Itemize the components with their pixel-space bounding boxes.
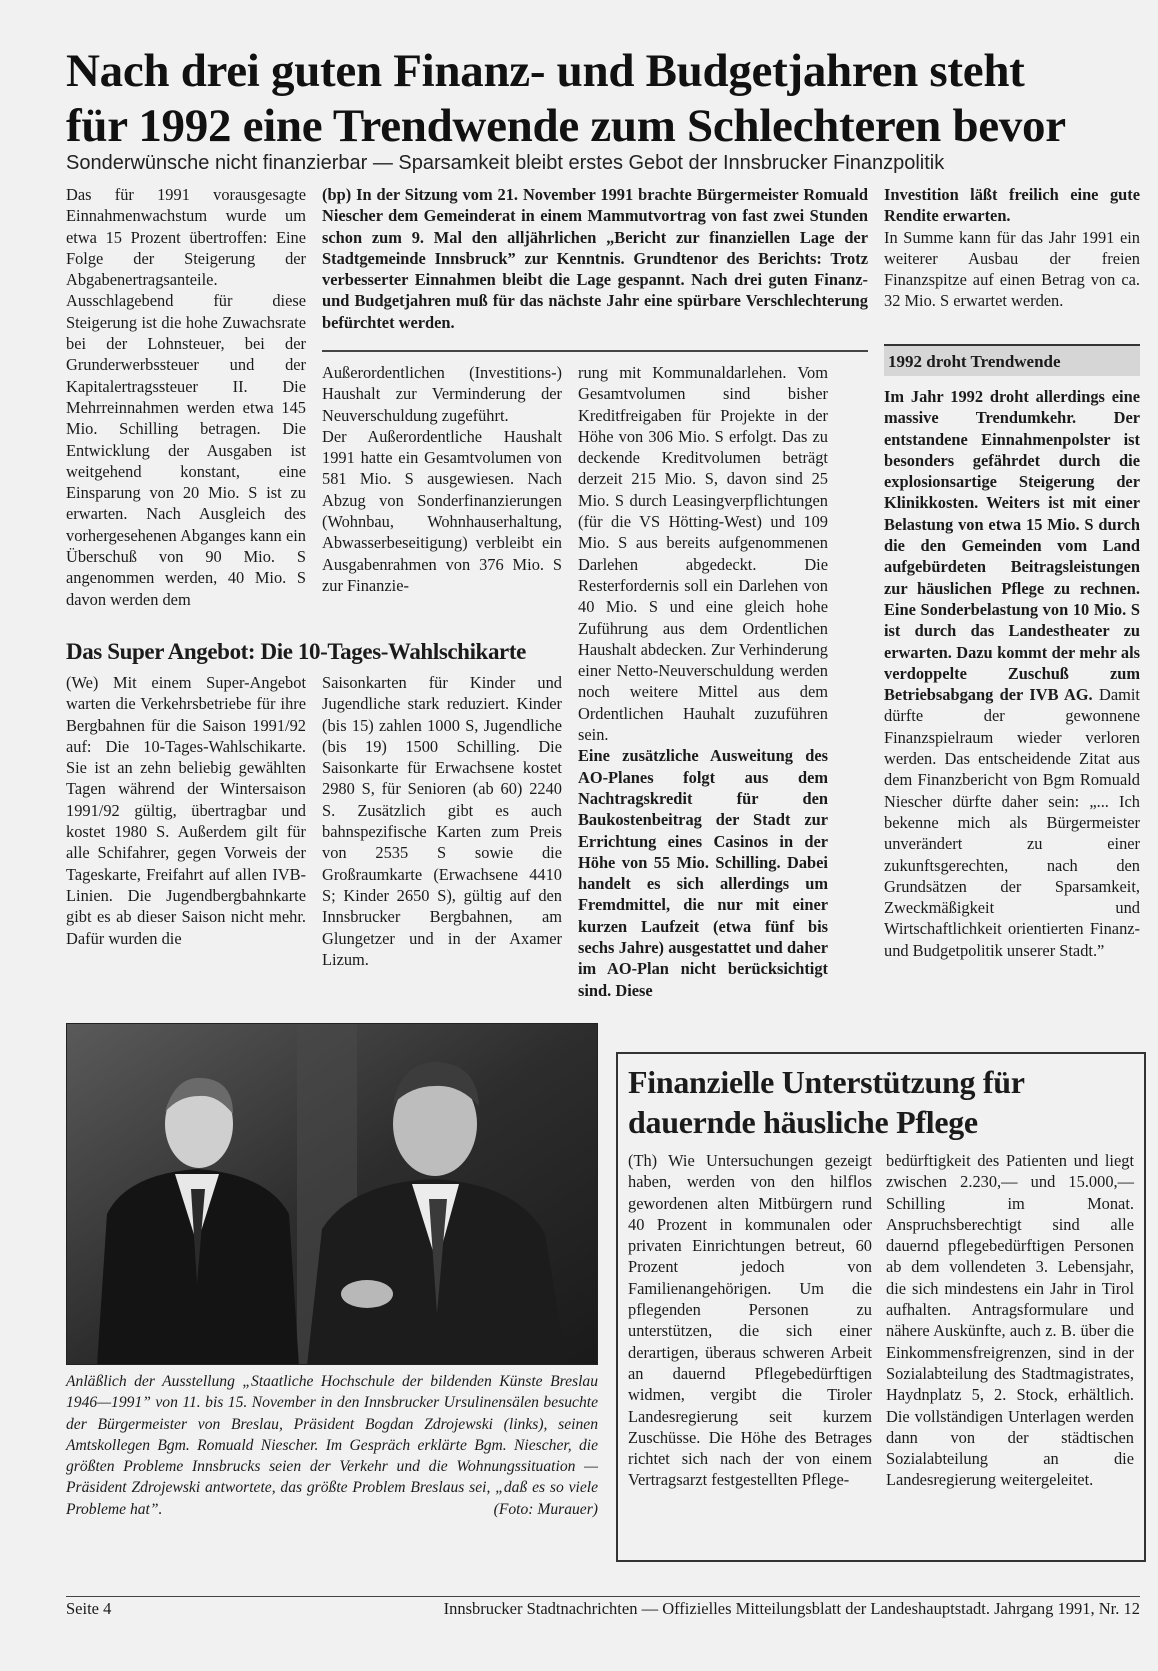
article-column-1 [66, 184, 306, 610]
article-paragraph: rung mit Kommunaldarlehen. Vom Gesamtvolumen sind bisher Kreditfreigaben für Projekte in der Höhe von 306 Mio. S erfolgt. Das zu deckende Kreditvolumen beträgt derzeit 215 Mio. S, davon sind 25 Mio. S durch Leasingverpflichtungen (für die VS Hötting-West) und 109 Mio. S aus bereits aufgenommenen Darlehen abgedeckt. Die Resterfordernis soll ein Darlehen von 40 Mio. S und eine gleich hohe Zuführung aus dem Ordentlichen Haushalt abdecken. Zur Verhinderung einer Netto-Neuverschuldung werden noch weitere Mittel aus dem Ordentlichen Hauhalt zuzuführen sein. [578, 363, 828, 745]
caption-text: Anläßlich der Ausstellung „Staatliche Hochschule der bildenden Künste Breslau 1946—1991” von 11. bis 15. November in den Innsbrucker Ursulinensälen besuchte der Bürgermeister von Breslau, Präsident Bogdan Zdrojewski (links), seinen Amtskollegen Bgm. Romuald Niescher. Im Gespräch erklärte Bgm. Niescher, die größten Probleme Innsbrucks seien der Verkehr und die Wohnungssituation — Präsident Zdrojewski antwortete, das größte Problem Breslaus sei, „daß es so viele Probleme hat”. [66, 1373, 598, 1518]
section-heading-trendwende: 1992 droht Trendwende [884, 344, 1140, 376]
pflege-column-1: (Th) Wie Untersuchungen gezeigt haben, werden von den hilflos gewordenen alten Mitbürgern rund 40 Prozent in kommunalen oder privaten Einrichtungen betreut, 60 Prozent jedoch von Familienangehörigen. Um die pflegenden Personen zu unterstützen, die sich einer derartigen, überaus schweren Arbeit an dauernd Pflegebedürftigen widmen, vergibt die Tiroler Landesregierung seit kurzem Zuschüsse. Die Höhe des Betrages richtet sich nach der von einem Vertragsarzt festgestellten Pflege- [628, 1151, 872, 1490]
press-photo [66, 1023, 598, 1365]
article-column-3 [578, 362, 828, 1001]
article-paragraph-bold: Investition läßt freilich eine gute Rendite erwarten. [884, 185, 1140, 226]
subheadline: Sonderwünsche nicht finanzierbar — Sparsamkeit bleibt erstes Gebot der Innsbrucker Finanzpolitik [66, 152, 945, 174]
pflege-article-title [628, 1062, 1128, 1142]
super-angebot-title: Das Super Angebot: Die 10-Tages-Wahlschikarte [66, 639, 526, 664]
headline-line-1: Nach drei guten Finanz- und Budgetjahren steht [66, 45, 1025, 97]
page-footer [66, 1596, 1140, 1619]
article-paragraph: Außerordentlichen (Investitions-) Haushalt zur Verminderung der Neuverschuldung zugeführt. [322, 363, 562, 425]
super-angebot-column-2: Saisonkarten für Kinder und Jugendliche stark reduziert. Kinder (bis 15) zahlen 1000 S, Jugendliche (bis 19) 1500 Schilling. Die Saisonkarte für Erwachsene kostet 2980 S, für Senioren (ab 60) 2240 S. Zusätzlich gibt es auch bahnspezifische Karten zum Preis von 2535 S sowie die Großraumkarte (Erwachsene 4410 S; Kinder 2650 S), gültig auf den Innsbrucker Bergbahnen, am Glungetzer und in der Axamer Lizum. [322, 673, 562, 969]
article-column-4 [884, 386, 1140, 961]
article-column-4-top [884, 184, 1140, 312]
article-lead: (bp) In der Sitzung vom 21. November 1991 brachte Bürgermeister Romuald Niescher dem Gemeinderat in einem Mammutvortrag von fast zwei Stunden schon zum 9. Mal den alljährlichen „Bericht zur finanziellen Lage der Stadtgemeinde Innsbruck” zur Kenntnis. Grundtenor des Berichts: Trotz verbesserter Einnahmen bleibt die Lage gespannt. Nach drei guten Finanz- und Budgetjahren muß für das nächste Jahr eine spürbare Verschlechterung befürchtet werden. [322, 185, 868, 332]
photo-caption [66, 1371, 598, 1520]
headline-line-2: für 1992 eine Trendwende zum Schlechteren bevor [66, 100, 1066, 152]
article-text-bold: Im Jahr 1992 droht allerdings eine massive Trendumkehr. Der entstandene Einnahmenpolster ist besonders gefährdet durch die explosionsartige Steigerung der Klinikkosten. Weiters ist mit einer Belastung von etwa 15 Mio. S durch die den Gemeinden vom Land aufgebürdeten Beitragsleistungen zur häuslichen Pflege zu rechnen. Eine Sonderbelastung von 10 Mio. S ist durch das Landestheater zu erwarten. Dazu kommt der mehr als verdoppelte Zuschuß zum Betriebsabgang der IVB AG. [884, 387, 1140, 705]
article-paragraph: In Summe kann für das Jahr 1991 ein weiterer Ausbau der freien Finanzspitze auf einen Betrag von ca. 32 Mio. S erwartet werden. [884, 227, 1140, 311]
publication-info: Innsbrucker Stadtnachrichten — Offizielles Mitteilungsblatt der Landeshauptstadt. Jahrgang 1991, Nr. 12 [443, 1599, 1140, 1618]
photo-credit: (Foto: Murauer) [493, 1501, 598, 1519]
article-paragraph: Das für 1991 vorausgesagte Einnahmenwachstum wurde um etwa 15 Prozent übertroffen: Eine Folge der Steigerung der Abgabenertragsanteile. Ausschlagebend für diese Steigerung ist die hohe Zuwachsrate bei der Lohnsteuer, bei der Grunderwerbssteuer und der Kapitalertragssteuer II. Die Mehrreinnahmen werden etwa 145 Mio. Schilling betragen. Die Entwicklung der Ausgaben ist weitgehend konstant, eine Einsparung von 20 Mio. S ist zu erwarten. Nach Ausgleich des vorhergesehenen Abganges kann ein Überschuß von 90 Mio. S angenommen werden, 40 Mio. S davon werden dem [66, 185, 306, 609]
article-text: Damit dürfte der gewonnene Finanzspielraum wieder verloren werden. Das entscheidende Zitat aus dem Finanzbericht von Bgm Romuald Niescher dürfte daher sein: „... Ich bekenne mich als Bürgermeister unverändert zu einer zukunftsgerechten, nach den Grundsätzen der Sparsamkeit, Zweckmäßigkeit und Wirtschaftlichkeit orientierten Finanz- und Budgetpolitik unserer Stadt.” [884, 685, 1140, 960]
article-paragraph-bold: Eine zusätzliche Ausweitung des AO-Planes folgt aus dem Nachtragskredit für den Baukostenbeitrag der Stadt zur Errichtung eines Casinos in der Höhe von 55 Mio. Schilling. Dabei handelt es sich allerdings um Fremdmittel, die nur mit einer kurzen Laufzeit (etwa fünf bis sechs Jahre) ausgestattet und daher im AO-Plan nicht berücksichtigt sind. Diese [578, 746, 828, 1000]
pflege-title-line-2: dauernde häusliche Pflege [628, 1104, 978, 1140]
headline [66, 44, 1126, 154]
pflege-column-2: bedürftigkeit des Patienten und liegt zwischen 2.230,— und 15.000,— Schilling im Monat. Anspruchsberechtigt sind alle dauernd pflegebedürftigen Personen ab dem vollendeten 3. Lebensjahr, die sich mindestens ein Jahr in Tirol aufhalten. Antragsformulare und nähere Auskünfte, auch z. B. über die Einkommensfreigrenzen, sind in der Sozialabteilung des Stadtmagistrates, Haydnplatz 5, 2. Stock, erhältlich. Die vollständigen Unterlagen werden dann von der städtischen Sozialabteilung an die Landesregierung weitergeleitet. [886, 1151, 1134, 1490]
photo-illustration [67, 1024, 598, 1365]
article-paragraph: Der Außerordentliche Haushalt 1991 hatte ein Gesamtvolumen von 581 Mio. S ausgewiesen. Nach Abzug von Sonderfinanzierungen (Wohnbau, Wohnhauserhaltung, Abwasserbeseitigung) verbleibt ein Ausgabenrahmen von 376 Mio. S zur Finanzie- [322, 426, 562, 595]
lead-divider [322, 350, 868, 352]
pflege-title-line-1: Finanzielle Unterstützung für [628, 1064, 1025, 1100]
page-number: Seite 4 [66, 1599, 112, 1618]
super-angebot-column-1: (We) Mit einem Super-Angebot warten die Verkehrsbetriebe für ihre Bergbahnen für die Saison 1991/92 auf: Die 10-Tages-Wahlschikarte. Sie ist an zehn beliebig gewählten Tagen während der Wintersaison 1991/92 gültig, übertragbar und kostet 1980 S. Außerdem gilt für alle Schifahrer, gegen Vorweis der Tageskarte, Freifahrt auf allen IVB-Linien. Die Jugendbergbahnkarte gibt es ab dieser Saison nicht mehr. Dafür wurden die [66, 673, 306, 948]
article-column-2 [322, 362, 562, 596]
